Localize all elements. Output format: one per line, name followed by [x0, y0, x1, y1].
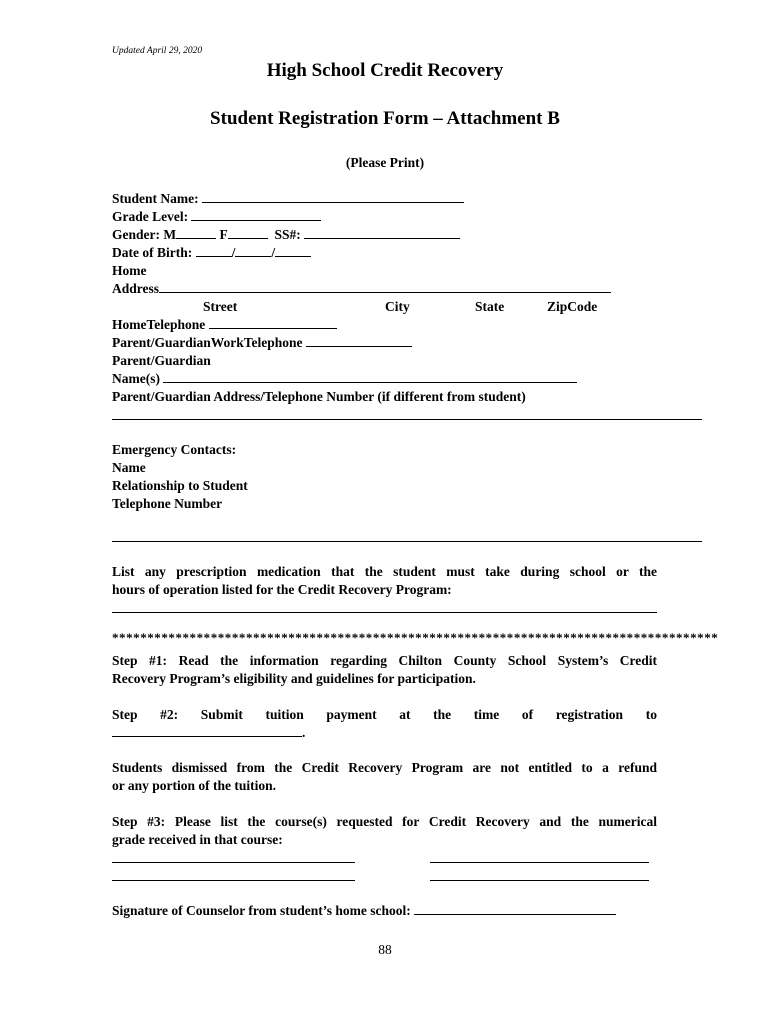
dismissed-line-2: or any portion of the tuition. — [112, 778, 277, 793]
dob-label: Date of Birth: — [112, 245, 193, 260]
grade-level-row — [112, 208, 321, 225]
step2-word: Step — [112, 707, 138, 722]
counselor-signature-field[interactable] — [414, 902, 616, 915]
step2-line-2 — [112, 724, 305, 741]
ss-label: SS#: — [274, 227, 301, 242]
step2-word: payment — [326, 707, 377, 722]
dob-day-field[interactable] — [235, 244, 271, 257]
medication-line-2: hours of operation listed for the Credit Recovery Program: — [112, 582, 452, 597]
step2-word: to — [645, 707, 657, 722]
guardian-work-telephone-label: Parent/GuardianWorkTelephone — [112, 335, 303, 350]
dob-month-field[interactable] — [196, 244, 232, 257]
step3-text-1: Step #3: Please list the course(s) requested for Credit Recovery and the numerical — [112, 814, 657, 829]
medication-text-1: List any prescription medication that the student must take during school or the — [112, 564, 657, 579]
home-label: Home — [112, 263, 147, 278]
guardian-address-label: Parent/Guardian Address/Telephone Number (if different from student) — [112, 389, 526, 404]
step2-period: . — [302, 725, 306, 740]
please-print-note: (Please Print) — [345, 155, 425, 170]
step2-word: at — [399, 707, 411, 722]
dob-row — [112, 244, 311, 261]
step2-line-1 — [112, 706, 657, 723]
guardian-label: Parent/Guardian — [112, 353, 211, 368]
address-label: Address — [112, 281, 160, 296]
home-telephone-row — [112, 316, 337, 333]
updated-date: Updated April 29, 2020 — [112, 46, 203, 56]
step2-word: tuition — [265, 707, 304, 722]
guardian-names-field[interactable] — [163, 370, 577, 383]
medication-field[interactable] — [112, 612, 657, 613]
gender-label: Gender: — [112, 227, 160, 242]
ss-field[interactable] — [304, 226, 460, 239]
emergency-relationship-label: Relationship to Student — [112, 478, 248, 493]
emergency-contacts-field[interactable] — [112, 541, 702, 542]
step2-word: registration — [555, 707, 624, 722]
city-label: City — [385, 299, 410, 314]
address-row — [112, 280, 611, 297]
form-title: High School Credit Recovery — [266, 60, 504, 81]
step2-word: of — [521, 707, 534, 722]
zipcode-label: ZipCode — [547, 299, 598, 314]
grade-level-label: Grade Level: — [112, 209, 189, 224]
dob-separator: / — [271, 245, 276, 260]
gender-row — [112, 226, 460, 243]
gender-m-field[interactable] — [176, 226, 216, 239]
course-field-1[interactable] — [112, 862, 355, 863]
step2-word: Submit — [200, 707, 243, 722]
guardian-work-telephone-field[interactable] — [306, 334, 412, 347]
step3-line-1 — [112, 813, 657, 830]
step1-line-1 — [112, 652, 657, 669]
signature-label: Signature of Counselor from student’s home school: — [112, 903, 411, 918]
medication-line-1 — [112, 563, 657, 580]
gender-f-field[interactable] — [228, 226, 268, 239]
guardian-address-field[interactable] — [112, 419, 702, 420]
dismissed-text-1: Students dismissed from the Credit Recovery Program are not entitled to a refund — [112, 760, 657, 775]
state-label: State — [475, 299, 505, 314]
step2-word: time — [473, 707, 500, 722]
address-field[interactable] — [159, 280, 611, 293]
dob-year-field[interactable] — [275, 244, 311, 257]
gender-f-label: F — [219, 227, 228, 242]
guardian-work-telephone-row — [112, 334, 412, 351]
guardian-names-label: Name(s) — [112, 371, 160, 386]
street-label: Street — [203, 299, 238, 314]
guardian-names-row — [112, 370, 577, 387]
separator-stars: ************************************************************************************** — [112, 630, 719, 645]
grade-level-field[interactable] — [191, 208, 321, 221]
emergency-telephone-label: Telephone Number — [112, 496, 223, 511]
grade-field-1[interactable] — [430, 862, 649, 863]
home-telephone-label: HomeTelephone — [112, 317, 206, 332]
dob-separator: / — [231, 245, 236, 260]
course-field-2[interactable] — [112, 880, 355, 881]
grade-field-2[interactable] — [430, 880, 649, 881]
student-name-field[interactable] — [202, 190, 464, 203]
gender-m-label: M — [163, 227, 177, 242]
step2-word: the — [433, 707, 452, 722]
student-name-row — [112, 190, 464, 207]
dismissed-line-1 — [112, 759, 657, 776]
page-number: 88 — [378, 942, 392, 957]
student-name-label: Student Name: — [112, 191, 199, 206]
step1-line-2: Recovery Program’s eligibility and guidelines for participation. — [112, 671, 476, 686]
emergency-name-label: Name — [112, 460, 146, 475]
step3-line-2: grade received in that course: — [112, 832, 283, 847]
signature-row — [112, 902, 616, 919]
step2-word: #2: — [160, 707, 179, 722]
form-subtitle: Student Registration Form – Attachment B — [210, 108, 560, 129]
tuition-recipient-field[interactable] — [112, 724, 302, 737]
home-telephone-field[interactable] — [209, 316, 337, 329]
emergency-contacts-heading: Emergency Contacts: — [112, 442, 237, 457]
step1-text-1: Step #1: Read the information regarding Chilton County School System’s Credit — [112, 653, 657, 668]
